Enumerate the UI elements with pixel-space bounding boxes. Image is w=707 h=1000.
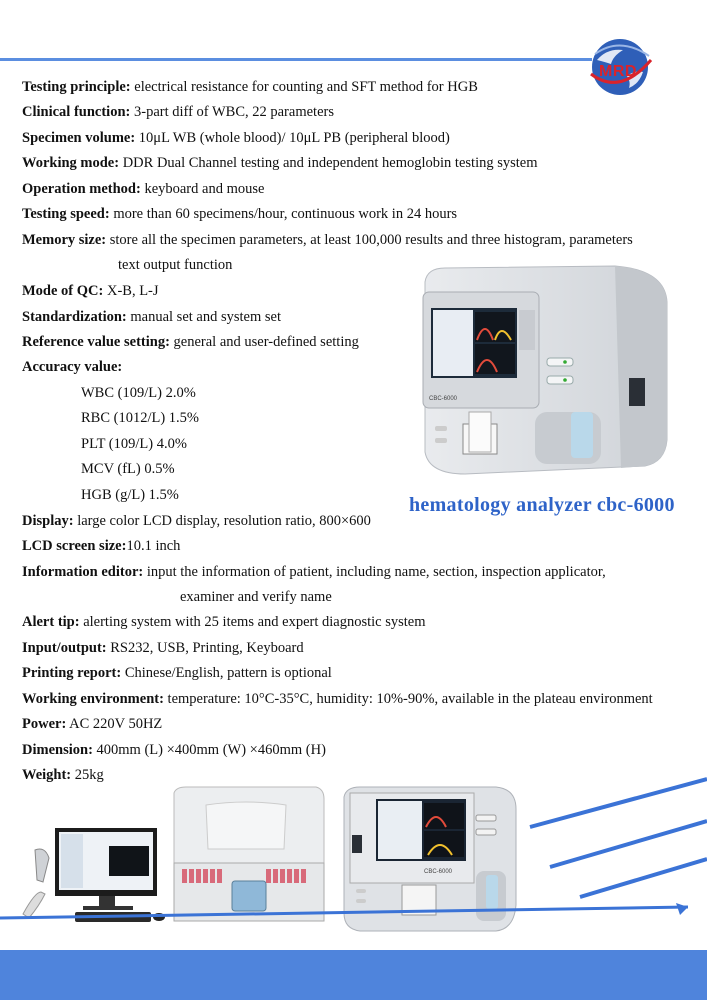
hematology-analyzer-image: [415, 262, 671, 492]
spec-alert-tip: Alert tip: alerting system with 25 items and expert diagnostic system: [22, 614, 426, 630]
spec-lcd-size: LCD screen size:10.1 inch: [22, 538, 181, 554]
spec-accuracy-value: Accuracy value:: [22, 359, 123, 375]
spec-printing-report: Printing report: Chinese/English, pattern is optional: [22, 665, 332, 681]
spec-operation-method: Operation method: keyboard and mouse: [22, 181, 265, 197]
spec-working-mode: Working mode: DDR Dual Channel testing and independent hemoglobin testing system: [22, 155, 538, 171]
spec-input-output: Input/output: RS232, USB, Printing, Keyboard: [22, 640, 304, 656]
svg-text:CBC-6000: CBC-6000: [429, 396, 458, 402]
product-caption: hematology analyzer cbc-6000: [409, 494, 675, 516]
accuracy-mcv: MCV (fL) 0.5%: [81, 461, 175, 477]
spec-testing-speed: Testing speed: more than 60 specimens/hour, continuous work in 24 hours: [22, 206, 458, 222]
accuracy-rbc: RBC (1012/L) 1.5%: [81, 410, 200, 426]
accuracy-wbc: WBC (109/L) 2.0%: [81, 385, 196, 401]
spec-display: Display: large color LCD display, resolution ratio, 800×600: [22, 513, 371, 529]
spec-information-editor-cont: examiner and verify name: [180, 589, 332, 605]
svg-text:CBC-6000: CBC-6000: [424, 869, 453, 875]
spec-reference-value: Reference value setting: general and user-defined setting: [22, 334, 359, 350]
spec-working-environment: Working environment: temperature: 10°C-35°C, humidity: 10%-90%, available in the plateau environment: [22, 691, 653, 707]
spec-mode-of-qc: Mode of QC: X-B, L-J: [22, 283, 159, 299]
spec-clinical-function: Clinical function: 3-part diff of WBC, 22 parameters: [22, 104, 334, 120]
bottom-arrow-line: [0, 903, 707, 923]
spec-testing-principle: Testing principle: electrical resistance for counting and SFT method for HGB: [22, 79, 478, 95]
spec-weight: Weight: 25kg: [22, 767, 104, 783]
accuracy-hgb: HGB (g/L) 1.5%: [81, 487, 179, 503]
spec-specimen-volume: Specimen volume: 10μL WB (whole blood)/ 10μL PB (peripheral blood): [22, 130, 450, 146]
accuracy-plt: PLT (109/L) 4.0%: [81, 436, 187, 452]
spec-dimension: Dimension: 400mm (L) ×400mm (W) ×460mm (H): [22, 742, 326, 758]
top-divider-line: [0, 58, 592, 61]
spec-information-editor: Information editor: input the information of patient, including name, section, inspection applicator,: [22, 564, 606, 580]
spec-power: Power: AC 220V 50HZ: [22, 716, 163, 732]
spec-memory-size-cont: text output function: [118, 257, 233, 273]
bottom-color-band: [0, 950, 707, 1000]
logo-text: MRD: [599, 63, 637, 80]
spec-memory-size: Memory size: store all the specimen parameters, at least 100,000 results and three histogram, parameters: [22, 232, 633, 248]
spec-standardization: Standardization: manual set and system set: [22, 309, 281, 325]
